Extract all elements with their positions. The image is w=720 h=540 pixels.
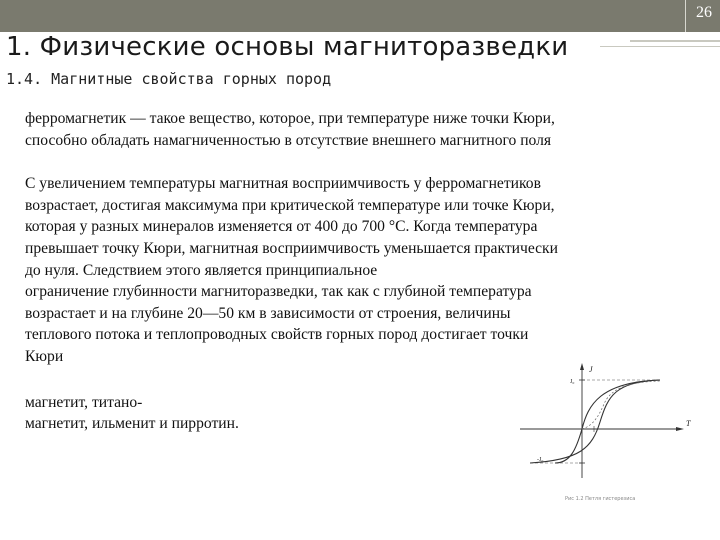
axis-label-j: J <box>589 365 593 374</box>
axis-label-t: T <box>686 419 691 428</box>
slide-subtitle: 1.4. Магнитные свойства горных пород <box>6 70 332 88</box>
figure-caption: Рис 1.2 Петля гистерезиса <box>565 496 636 502</box>
header-bar <box>0 0 720 32</box>
label-minus-j0: -J₀ <box>537 457 544 463</box>
x-axis-arrow <box>676 427 684 431</box>
loop-upper-branch <box>555 380 660 463</box>
paragraph-curie-point: С увеличением температуры магнитная восприимчивость у ферромагнетиков возрастает, достигая максимума при критической температуре или точке Кюри, которая у разных минералов изменяется от 400 до 700 °С. Когда температура превышает точку Кюри, магнитная восприимчивость уменьшается практически до нуля. Следствием этого является принципиальное ограничение глубинности магниторазведки, так как с глубиной температура возрастает и на глубине 20—50 км в зависимости от строения, величины теплового потока и теплопроводных свойств горных пород достигает точки Кюри <box>25 175 558 365</box>
slide-title: 1. Физические основы магниторазведки <box>6 32 569 62</box>
paragraph-minerals: магнетит, титано- магнетит, ильменит и пирротин. <box>25 393 239 433</box>
page-number: 26 <box>696 4 712 21</box>
hysteresis-loop-diagram <box>500 360 700 515</box>
header-divider <box>685 0 686 32</box>
loop-lower-branch <box>530 380 660 463</box>
y-axis-arrow <box>580 363 584 370</box>
hysteresis-figure <box>500 360 700 515</box>
label-j0: J₀ <box>570 379 575 385</box>
paragraph-ferromagnet-definition: ферромагнетик — такое вещество, которое, при температуре ниже точки Кюри, способно обладать намагниченностью в отсутствие внешнего магнитного поля <box>25 110 555 149</box>
